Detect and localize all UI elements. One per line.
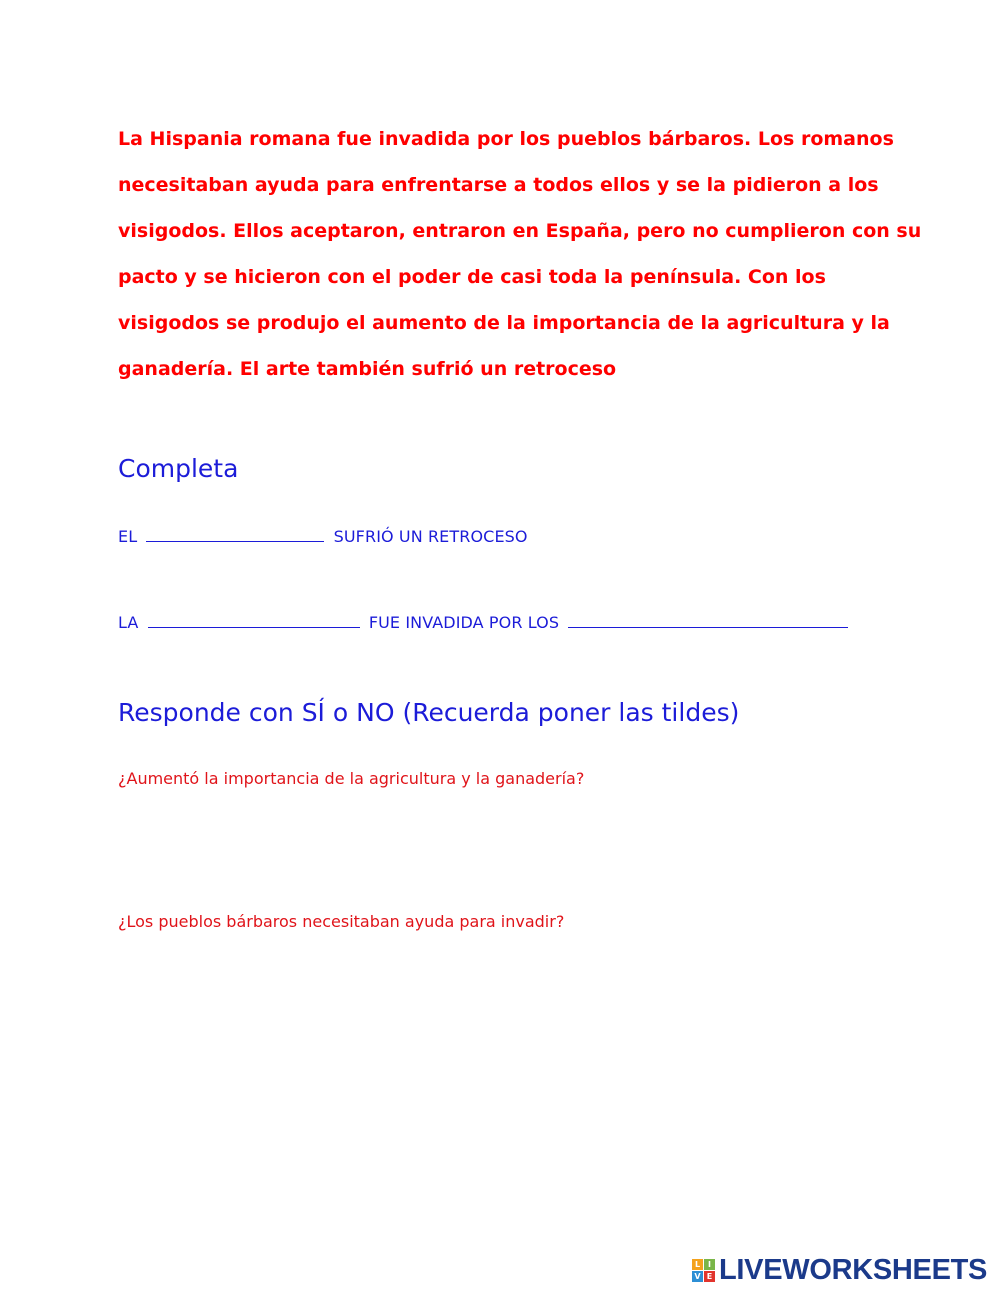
fill-sentence-1-start: EL bbox=[118, 527, 138, 546]
responde-heading: Responde con SÍ o NO (Recuerda poner las tildes) bbox=[118, 698, 740, 727]
fill-sentence-1-end: SUFRIÓ UN RETROCESO bbox=[333, 527, 528, 546]
question-1: ¿Aumentó la importancia de la agricultura y la ganadería? bbox=[118, 769, 585, 788]
intro-paragraph bbox=[118, 116, 922, 392]
intro-line: necesitaban ayuda para enfrentarse a todos ellos y se la pidieron a los bbox=[118, 174, 879, 196]
logo-mark-cell: I bbox=[704, 1259, 715, 1270]
blank-la-input[interactable] bbox=[148, 610, 360, 628]
intro-line: ganadería. El arte también sufrió un retroceso bbox=[118, 358, 617, 380]
fill-sentence-2 bbox=[118, 610, 852, 632]
intro-line: pacto y se hicieron con el poder de casi toda la península. Con los bbox=[118, 266, 826, 288]
blank-el-input[interactable] bbox=[146, 524, 324, 542]
logo-mark-icon bbox=[692, 1259, 715, 1282]
intro-line: visigodos. Ellos aceptaron, entraron en España, pero no cumplieron con su bbox=[118, 220, 922, 242]
intro-line: visigodos se produjo el aumento de la importancia de la agricultura y la bbox=[118, 312, 890, 334]
intro-line: La Hispania romana fue invadida por los pueblos bárbaros. Los romanos bbox=[118, 128, 894, 150]
liveworksheets-logo bbox=[692, 1255, 987, 1285]
logo-mark-cell: L bbox=[692, 1259, 703, 1270]
fill-sentence-1 bbox=[118, 524, 528, 546]
fill-sentence-2-start: LA bbox=[118, 613, 139, 632]
question-2: ¿Los pueblos bárbaros necesitaban ayuda para invadir? bbox=[118, 912, 565, 931]
logo-mark-cell: V bbox=[692, 1271, 703, 1282]
fill-sentence-2-middle: FUE INVADIDA POR LOS bbox=[368, 613, 560, 632]
blank-los-input[interactable] bbox=[568, 610, 848, 628]
logo-text: LIVEWORKSHEETS bbox=[719, 1253, 988, 1286]
completa-heading: Completa bbox=[118, 454, 239, 483]
logo-mark-cell: E bbox=[704, 1271, 715, 1282]
